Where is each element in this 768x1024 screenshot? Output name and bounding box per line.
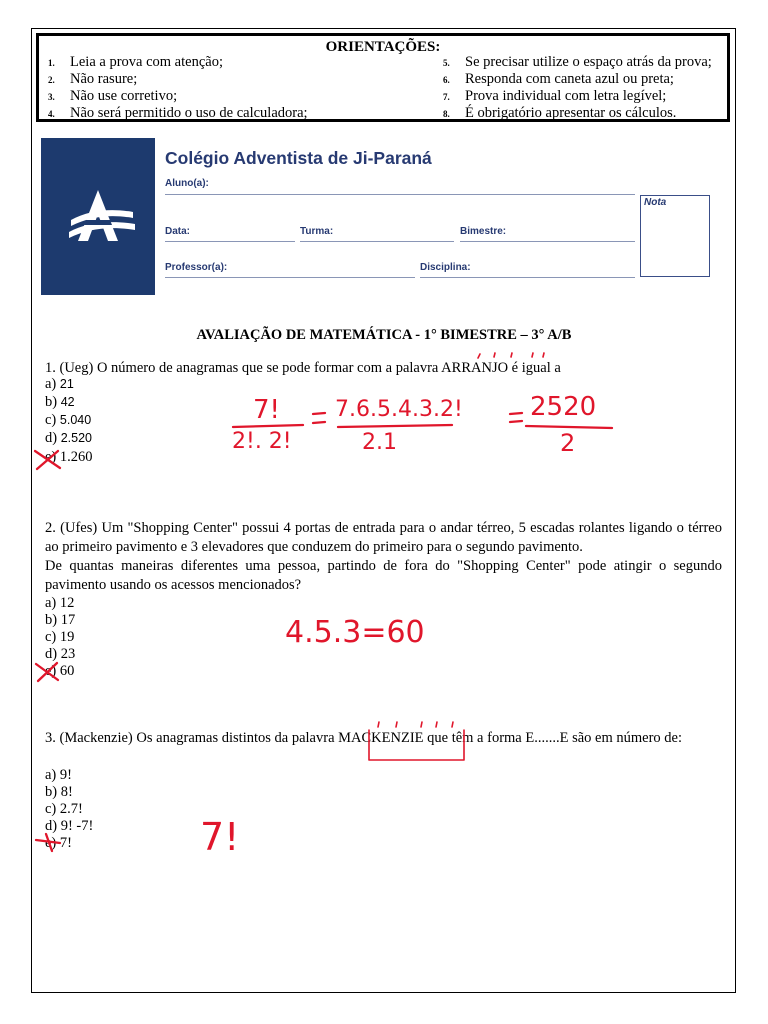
instruction-item: 1. Leia a prova com atenção;	[48, 54, 223, 70]
instruction-item: 2. Não rasure;	[48, 71, 138, 87]
option-c[interactable]: c) 5.040	[45, 412, 92, 428]
question-number: 2.	[45, 520, 56, 536]
svg-text:2.1: 2.1	[362, 430, 397, 455]
turma-label: Turma:	[300, 226, 334, 237]
instruction-item: 8. É obrigatório apresentar os cálculos.	[443, 105, 677, 121]
bimestre-label: Bimestre:	[460, 226, 507, 237]
option-c[interactable]: c) 2.7!	[45, 801, 83, 817]
option-e[interactable]: e) 7!	[45, 835, 72, 851]
instruction-item: 7. Prova individual com letra legível;	[443, 88, 667, 104]
question-text: Os anagramas distintos da palavra MACKENZIE que têm a forma E.......E são em número de:	[136, 730, 683, 746]
answer-mark-q1	[35, 451, 60, 469]
q1-expansion	[335, 397, 463, 455]
question-source: (Ueg)	[59, 360, 94, 376]
option-e[interactable]: e) 1.260	[45, 449, 93, 465]
q1-equals-1	[313, 413, 325, 423]
svg-text:7!: 7!	[253, 395, 280, 425]
mackenzie-highlight	[369, 722, 464, 760]
answer-mark-q2	[36, 663, 58, 681]
question-text: O número de anagramas que se pode formar com a palavra ARRANJO é igual a	[96, 360, 561, 376]
answer-mark-q3	[36, 834, 60, 851]
instruction-item: 5. Se precisar utilize o espaço atrás da prova;	[443, 54, 712, 70]
instruction-item: 3. Não use corretivo;	[48, 88, 178, 104]
instruction-item: 4. Não será permitido o uso de calculadora;	[48, 105, 308, 121]
svg-text:2!. 2!: 2!. 2!	[232, 429, 292, 454]
q2-work: 4.5.3=60	[285, 615, 425, 650]
option-d[interactable]: d) 23	[45, 646, 76, 662]
question-2-prompt: De quantas maneiras diferentes uma pessoa, partindo de fora do "Shopping Center" pode atingir o segundo pavimento usando os acessos mencionados?	[45, 558, 722, 593]
option-b[interactable]: b) 17	[45, 612, 76, 628]
data-label: Data:	[165, 226, 191, 237]
question-source: (Mackenzie)	[59, 730, 133, 746]
svg-text:7.6.5.4.3.2!: 7.6.5.4.3.2!	[335, 397, 463, 422]
arranjo-highlight-ticks	[478, 353, 544, 358]
option-a[interactable]: a) 9!	[45, 767, 72, 783]
disciplina-label: Disciplina:	[420, 262, 471, 273]
instruction-item: 6. Responda com caneta azul ou preta;	[443, 71, 674, 87]
option-c[interactable]: c) 19	[45, 629, 75, 645]
option-b[interactable]: b) 42	[45, 394, 75, 410]
option-d[interactable]: d) 9! -7!	[45, 818, 94, 834]
question-number: 1.	[45, 360, 56, 376]
question-source: (Ufes)	[60, 520, 98, 536]
nota-label: Nota	[644, 197, 667, 208]
q3-work: 7!	[200, 815, 240, 859]
option-d[interactable]: d) 2.520	[45, 430, 92, 446]
option-e[interactable]: e) 60	[45, 663, 75, 679]
exam-title: AVALIAÇÃO DE MATEMÁTICA - 1° BIMESTRE – 3° A/B	[196, 327, 572, 343]
svg-text:2: 2	[560, 429, 576, 457]
q1-result	[526, 392, 612, 457]
option-a[interactable]: a) 21	[45, 376, 74, 392]
q1-fraction-7fact	[232, 395, 303, 454]
instructions-title: ORIENTAÇÕES:	[325, 39, 441, 55]
question-text: Um "Shopping Center" possui 4 portas de entrada para o andar térreo, 5 escadas rolantes ligando o térreo ao primeiro pavimento e 3 elevadores que conduzem do primeiro para o segundo pavimento.	[45, 520, 722, 555]
question-number: 3.	[45, 730, 56, 746]
option-a[interactable]: a) 12	[45, 595, 75, 611]
option-b[interactable]: b) 8!	[45, 784, 73, 800]
q1-equals-2	[510, 413, 522, 422]
aluno-label: Aluno(a):	[165, 178, 209, 189]
svg-text:2520: 2520	[530, 392, 597, 422]
school-name: Colégio Adventista de Ji-Paraná	[165, 148, 432, 168]
professor-label: Professor(a):	[165, 262, 228, 273]
